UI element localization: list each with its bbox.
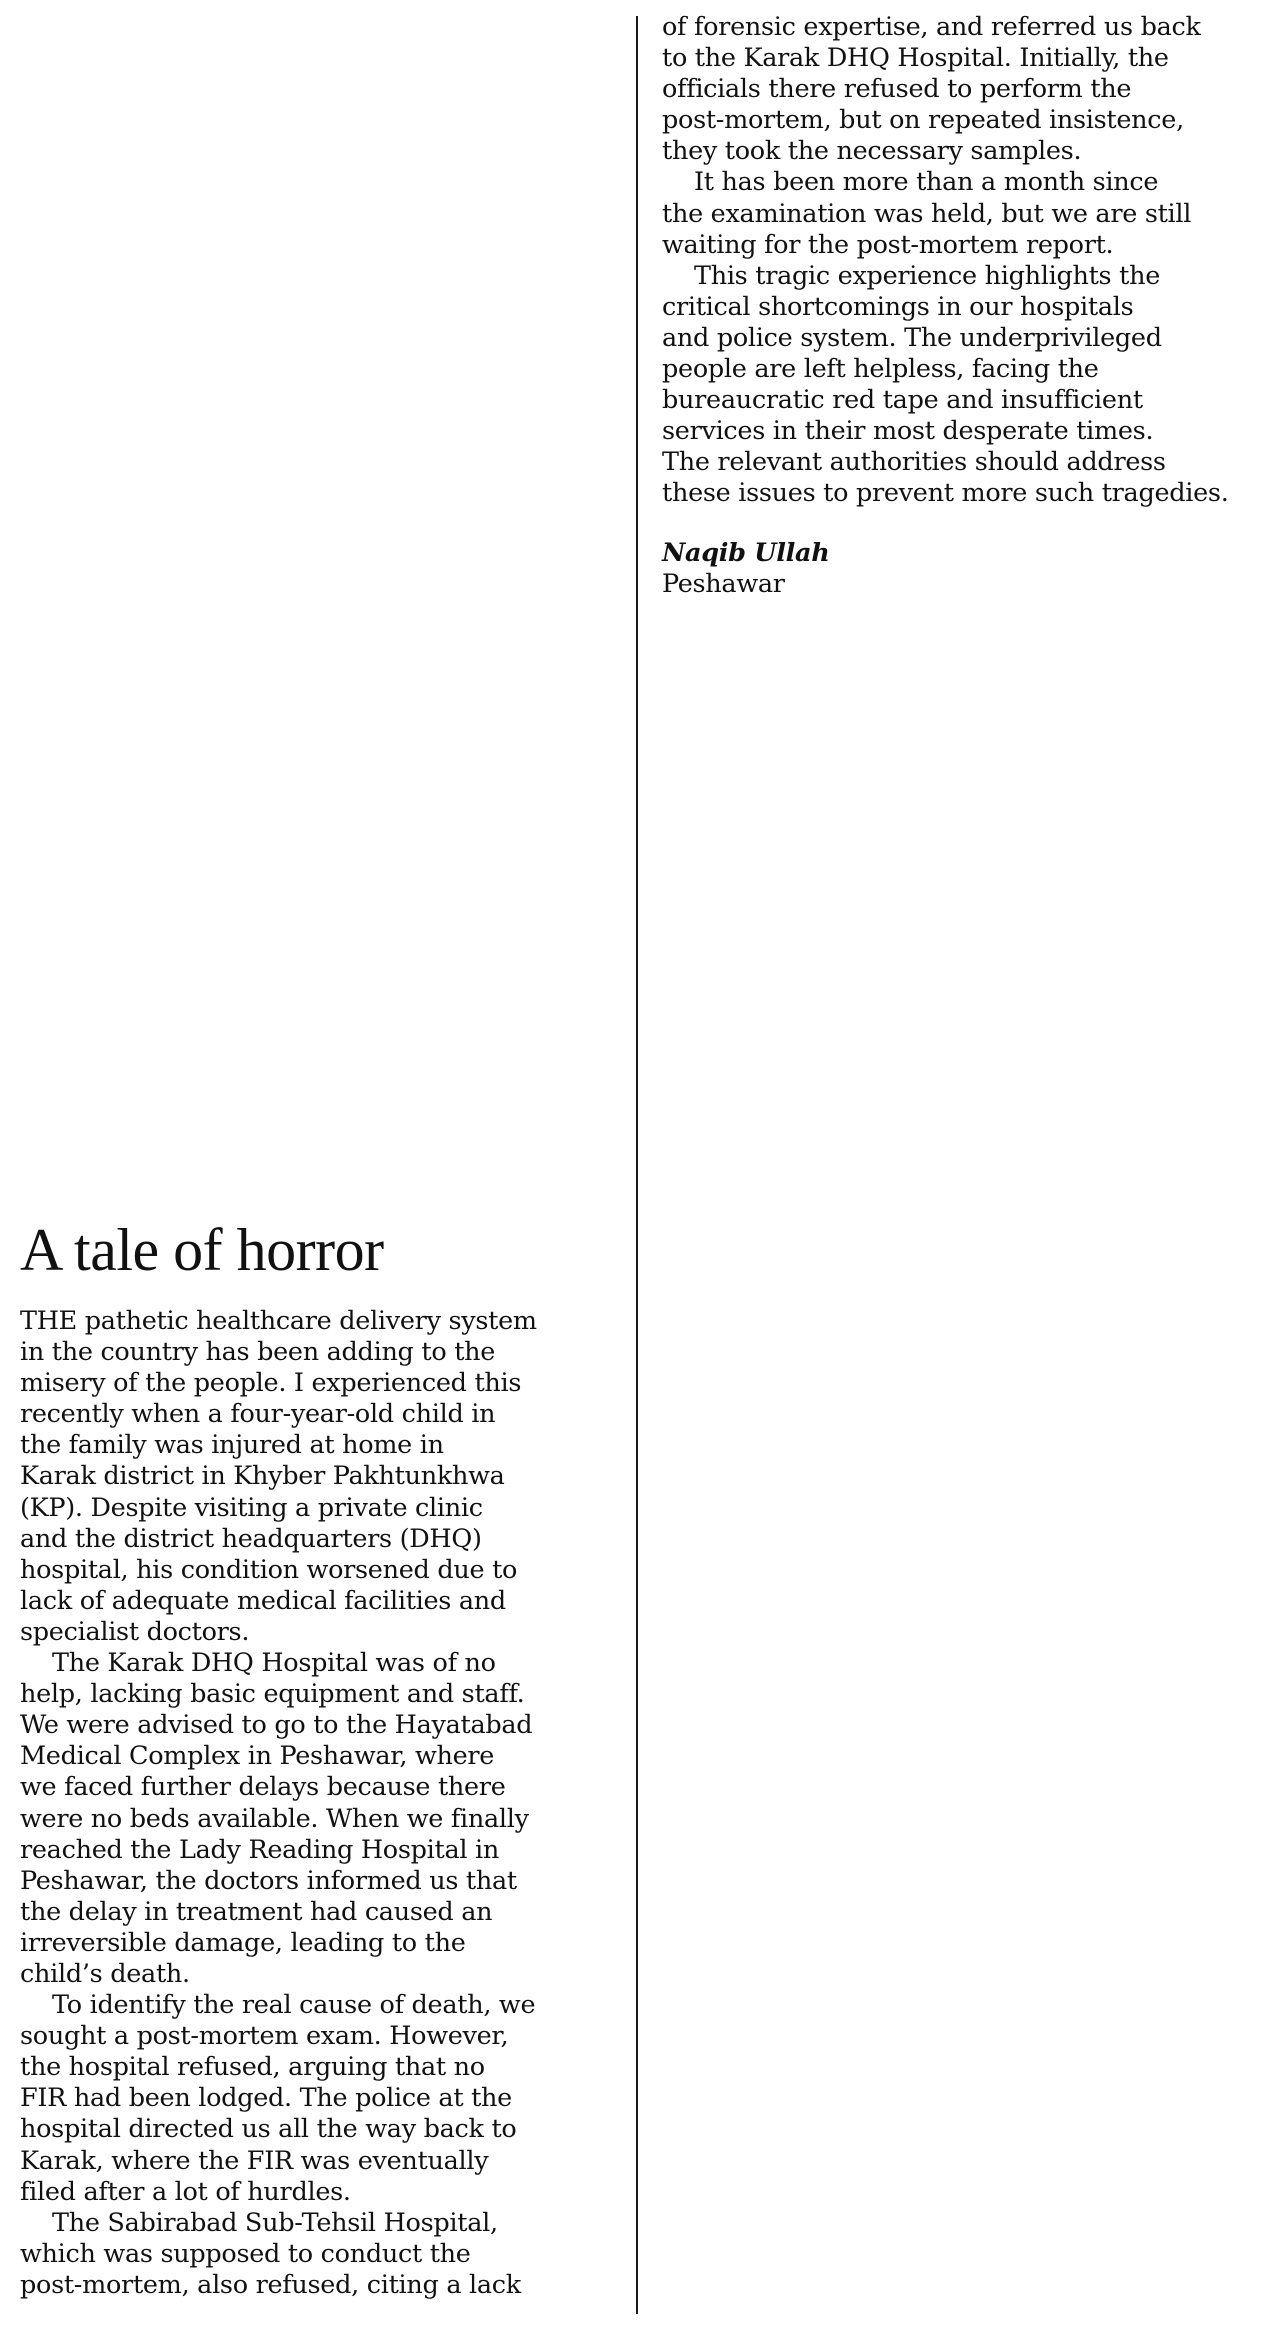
text-line: Peshawar, the doctors informed us that <box>20 1865 517 1896</box>
article-paragraph-7 <box>662 261 1252 510</box>
author-location: Peshawar <box>662 568 785 599</box>
article-paragraph-6 <box>662 167 1252 260</box>
text-line: (KP). Despite visiting a private clinic <box>20 1492 483 1523</box>
text-line: irreversible damage, leading to the <box>20 1927 466 1958</box>
text-line: lack of adequate medical facilities and <box>20 1585 506 1616</box>
text-line: FIR had been lodged. The police at the <box>20 2083 512 2114</box>
text-line: and police system. The underprivileged <box>662 322 1162 353</box>
text-line: post-mortem, but on repeated insistence, <box>662 105 1184 136</box>
text-line: specialist doctors. <box>20 1616 250 1647</box>
left-column <box>20 1214 620 2301</box>
text-line: the hospital refused, arguing that no <box>20 2052 485 2083</box>
text-line: to the Karak DHQ Hospital. Initially, the <box>662 43 1169 74</box>
text-line: Karak, where the FIR was eventually <box>20 2145 489 2176</box>
text-line: The relevant authorities should address <box>662 447 1166 478</box>
text-line: the family was injured at home in <box>20 1430 444 1461</box>
text-line: the examination was held, but we are still <box>662 198 1192 229</box>
text-line: hospital directed us all the way back to <box>20 2114 517 2145</box>
text-line: people are left helpless, facing the <box>662 354 1099 385</box>
text-line: This tragic experience highlights the <box>694 260 1160 291</box>
signature-block <box>662 538 1252 600</box>
text-line: Medical Complex in Peshawar, where <box>20 1741 495 1772</box>
text-line: misery of the people. I experienced this <box>20 1368 522 1399</box>
article-headline: A tale of horror <box>20 1217 384 1283</box>
text-line: child’s death. <box>20 1958 190 1989</box>
article-paragraph-1 <box>20 1306 620 1648</box>
text-line: The Sabirabad Sub-Tehsil Hospital, <box>52 2207 498 2238</box>
text-line: services in their most desperate times. <box>662 416 1154 447</box>
text-line: THE pathetic healthcare delivery system <box>20 1306 537 1336</box>
text-line: critical shortcomings in our hospitals <box>662 291 1134 322</box>
text-line: post-mortem, also refused, citing a lack <box>20 2269 521 2300</box>
article-paragraph-4 <box>20 2208 620 2301</box>
text-line: sought a post-mortem exam. However, <box>20 2021 509 2052</box>
text-line: we faced further delays because there <box>20 1772 506 1803</box>
text-line: recently when a four-year-old child in <box>20 1399 496 1430</box>
text-line: and the district headquarters (DHQ) <box>20 1523 482 1554</box>
text-line: To identify the real cause of death, we <box>52 1990 536 2021</box>
article-paragraph-2 <box>20 1648 620 1990</box>
text-line: in the country has been adding to the <box>20 1337 496 1368</box>
text-line: bureaucratic red tape and insufficient <box>662 385 1143 416</box>
article-paragraph-3 <box>20 1990 620 2208</box>
text-line: the delay in treatment had caused an <box>20 1896 493 1927</box>
text-line: these issues to prevent more such tragedies. <box>662 478 1229 509</box>
text-line: hospital, his condition worsened due to <box>20 1554 518 1585</box>
text-line: Karak district in Khyber Pakhtunkhwa <box>20 1461 505 1492</box>
article-paragraph-5 <box>662 12 1252 167</box>
text-line: We were advised to go to the Hayatabad <box>20 1710 533 1741</box>
text-line: were no beds available. When we finally <box>20 1803 529 1834</box>
text-line: filed after a lot of hurdles. <box>20 2176 351 2207</box>
text-line: help, lacking basic equipment and staff. <box>20 1679 525 1710</box>
text-line: waiting for the post-mortem report. <box>662 229 1114 260</box>
author-name: Naqib Ullah <box>662 537 830 568</box>
right-column <box>662 12 1252 600</box>
text-line: The Karak DHQ Hospital was of no <box>52 1648 496 1679</box>
text-line: It has been more than a month since <box>694 167 1159 198</box>
text-line: of forensic expertise, and referred us back <box>662 12 1201 42</box>
column-divider <box>636 16 638 2314</box>
text-line: officials there refused to perform the <box>662 74 1132 105</box>
text-line: they took the necessary samples. <box>662 136 1082 167</box>
text-line: which was supposed to conduct the <box>20 2238 471 2269</box>
text-line: reached the Lady Reading Hospital in <box>20 1834 500 1865</box>
